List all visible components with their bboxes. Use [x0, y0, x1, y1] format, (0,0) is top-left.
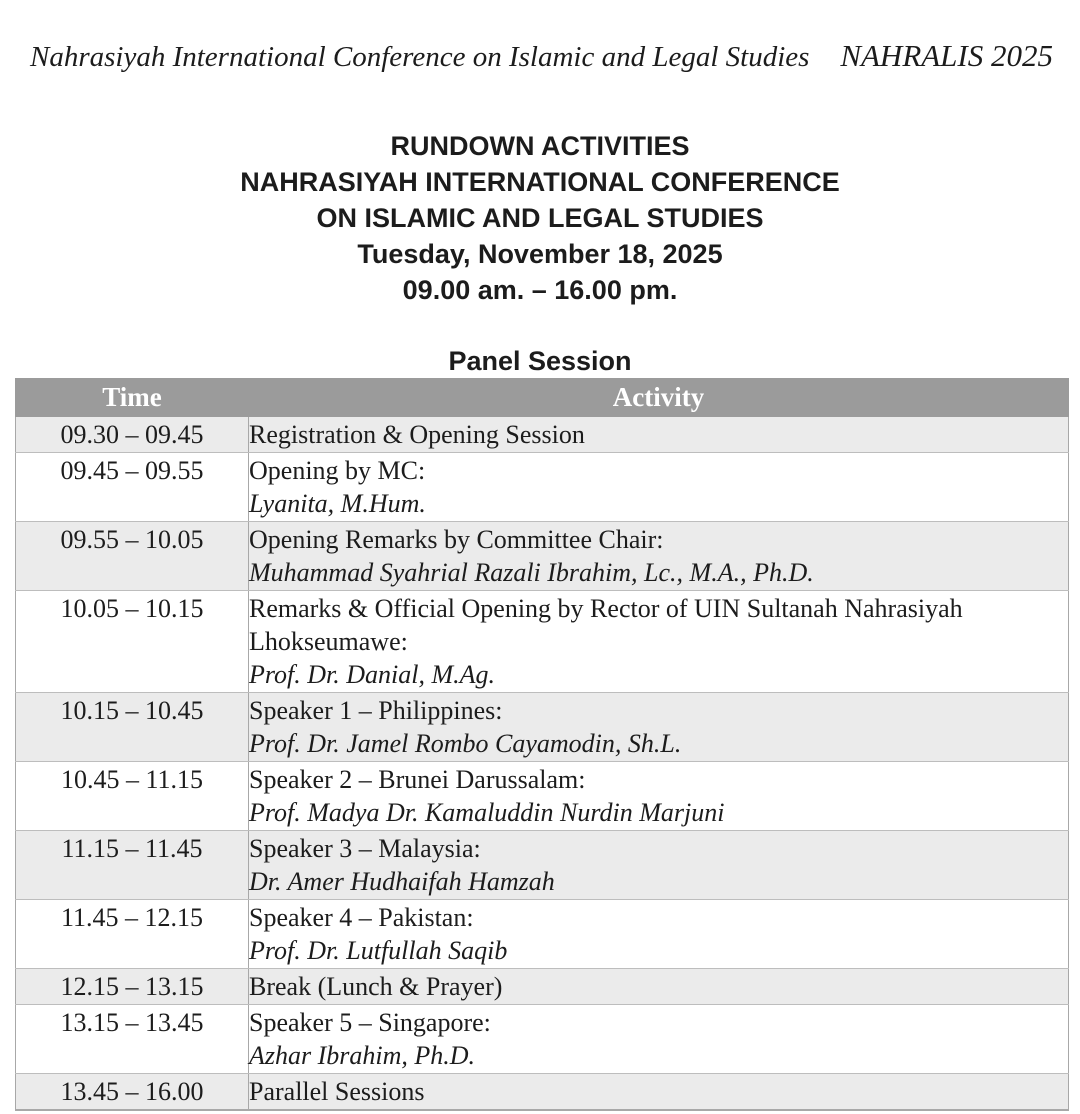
table-row — [16, 900, 1069, 969]
section-heading: Panel Session — [448, 346, 632, 376]
time-cell: 09.55 – 10.05 — [16, 522, 249, 591]
activity-line: Muhammad Syahrial Razali Ibrahim, Lc., M.A., Ph.D. — [249, 558, 814, 587]
time-cell: 11.15 – 11.45 — [16, 831, 249, 900]
activity-cell — [249, 831, 1069, 900]
running-header-acronym: NAHRALIS 2025 — [840, 38, 1053, 73]
table-row — [16, 1074, 1069, 1111]
schedule-table — [15, 378, 1069, 1111]
activity-line: Prof. Dr. Danial, M.Ag. — [249, 660, 496, 689]
title-line-1: RUNDOWN ACTIVITIES — [390, 131, 690, 161]
activity-column-header: Activity — [249, 379, 1069, 417]
table-row — [16, 1005, 1069, 1074]
running-header — [30, 38, 1053, 74]
table-header-row — [16, 379, 1069, 417]
activity-cell — [249, 969, 1069, 1005]
activity-line: Speaker 3 – Malaysia: — [249, 834, 481, 863]
time-cell: 13.15 – 13.45 — [16, 1005, 249, 1074]
activity-cell — [249, 417, 1069, 453]
activity-cell — [249, 762, 1069, 831]
title-line-5: 09.00 am. – 16.00 pm. — [402, 275, 678, 305]
activity-line: Lyanita, M.Hum. — [249, 489, 426, 518]
schedule-rows — [16, 417, 1069, 1111]
table-row — [16, 522, 1069, 591]
activity-cell — [249, 900, 1069, 969]
activity-line: Speaker 5 – Singapore: — [249, 1008, 491, 1037]
activity-line: Registration & Opening Session — [249, 420, 585, 449]
activity-cell — [249, 1005, 1069, 1074]
activity-line: Break (Lunch & Prayer) — [249, 972, 503, 1001]
activity-cell — [249, 591, 1069, 693]
time-cell: 10.15 – 10.45 — [16, 693, 249, 762]
time-cell: 11.45 – 12.15 — [16, 900, 249, 969]
activity-line: Prof. Dr. Lutfullah Saqib — [249, 936, 508, 965]
table-row — [16, 762, 1069, 831]
table-row — [16, 969, 1069, 1005]
activity-cell — [249, 522, 1069, 591]
table-row — [16, 831, 1069, 900]
table-row — [16, 591, 1069, 693]
title-line-3: ON ISLAMIC AND LEGAL STUDIES — [316, 203, 764, 233]
time-cell: 10.05 – 10.15 — [16, 591, 249, 693]
activity-line: Prof. Madya Dr. Kamaluddin Nurdin Marjuni — [249, 798, 725, 827]
table-row — [16, 417, 1069, 453]
activity-cell — [249, 1074, 1069, 1111]
activity-line: Remarks & Official Opening by Rector of UIN Sultanah Nahrasiyah Lhokseumawe: — [249, 594, 963, 656]
table-row — [16, 693, 1069, 762]
time-cell: 09.30 – 09.45 — [16, 417, 249, 453]
title-block — [0, 128, 1080, 308]
time-cell: 09.45 – 09.55 — [16, 453, 249, 522]
activity-cell — [249, 693, 1069, 762]
title-line-4: Tuesday, November 18, 2025 — [357, 239, 723, 269]
table-row — [16, 453, 1069, 522]
running-header-title: Nahrasiyah International Conference on Islamic and Legal Studies — [30, 41, 810, 73]
activity-line: Parallel Sessions — [249, 1077, 425, 1106]
time-cell: 13.45 – 16.00 — [16, 1074, 249, 1111]
activity-line: Prof. Dr. Jamel Rombo Cayamodin, Sh.L. — [249, 729, 682, 758]
activity-line: Speaker 2 – Brunei Darussalam: — [249, 765, 586, 794]
title-line-2: NAHRASIYAH INTERNATIONAL CONFERENCE — [240, 167, 840, 197]
activity-line: Opening Remarks by Committee Chair: — [249, 525, 664, 554]
activity-line: Dr. Amer Hudhaifah Hamzah — [249, 867, 555, 896]
time-cell: 10.45 – 11.15 — [16, 762, 249, 831]
activity-line: Speaker 1 – Philippines: — [249, 696, 503, 725]
activity-cell — [249, 453, 1069, 522]
time-cell: 12.15 – 13.15 — [16, 969, 249, 1005]
time-column-header: Time — [16, 379, 249, 417]
activity-line: Speaker 4 – Pakistan: — [249, 903, 474, 932]
activity-line: Azhar Ibrahim, Ph.D. — [249, 1041, 476, 1070]
activity-line: Opening by MC: — [249, 456, 426, 485]
